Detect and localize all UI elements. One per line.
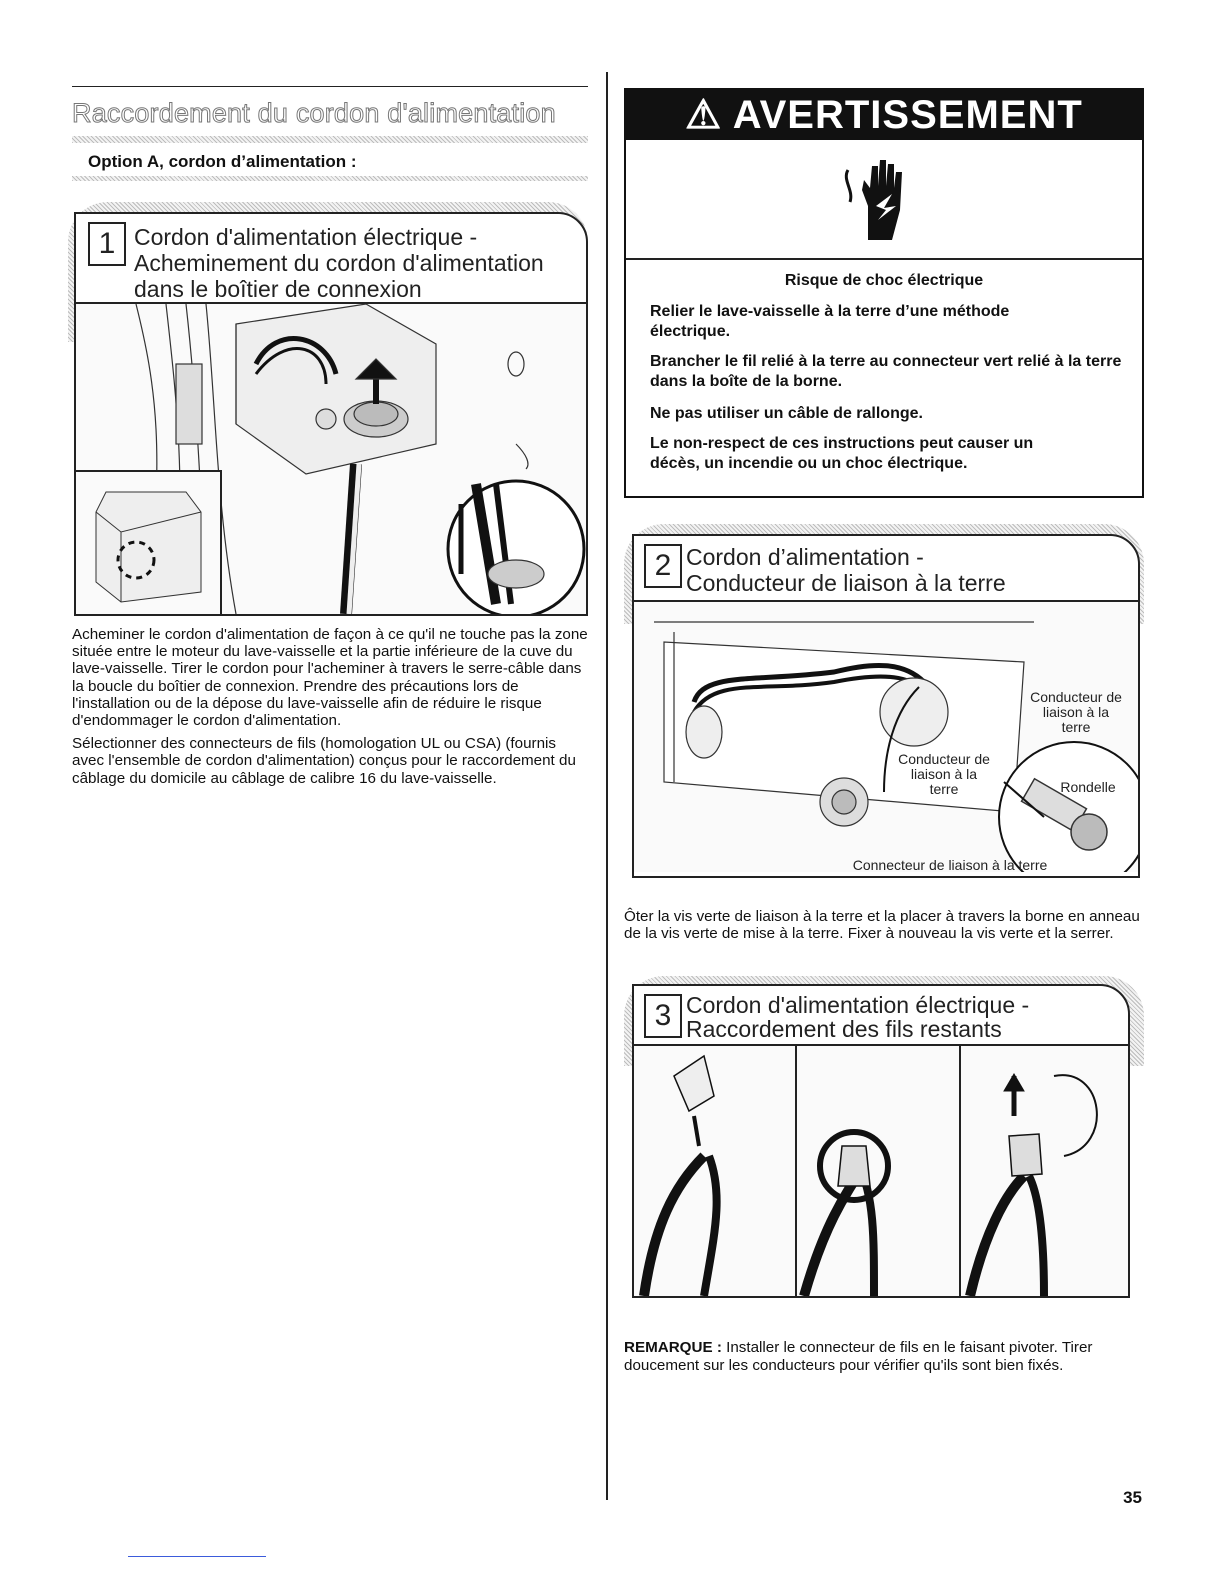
page-number: 35: [1123, 1488, 1142, 1507]
label-bonding-conductor-right: Conducteur de liaison à la terre: [1030, 689, 1122, 735]
column-divider: [606, 72, 608, 1500]
warning-line-3: Ne pas utiliser un câble de rallonge.: [650, 405, 923, 422]
warning-header-text: AVERTISSEMENT: [732, 93, 1083, 137]
warning-divider: [626, 258, 1142, 260]
step1-header: [76, 214, 586, 304]
label-bonding-connector: Connecteur de liaison à la terre: [852, 857, 1048, 873]
step1-inset: [74, 470, 222, 616]
step3-number: 3: [644, 994, 682, 1038]
warning-triangle-icon: ⚠: [685, 93, 723, 137]
warning-line-4: Le non-respect de ces instructions peut causer un décès, un incendie ou un choc électrique.: [650, 435, 1034, 472]
warning-hazard: Risque de choc électrique: [784, 272, 984, 289]
note-label: REMARQUE :: [624, 1339, 722, 1356]
section-title: Raccordement du cordon d'alimentation: [72, 98, 556, 128]
step2-paragraph: Ôter la vis verte de liaison à la terre et la placer à travers la borne en anneau de la vis verte de mise à la terre. Fixer à nouveau la vis verte et la serrer.: [624, 908, 1140, 943]
warning-line-2: Brancher le fil relié à la terre au connecteur vert relié à la terre dans la boîte de la borne.: [650, 353, 1122, 390]
step3-panel: [632, 984, 1130, 1298]
title-underline: [72, 136, 588, 143]
top-rule: [72, 86, 588, 87]
step2-header: [634, 536, 1138, 602]
warning-line-1: Relier le lave-vaisselle à la terre d’une méthode électrique.: [650, 303, 1010, 340]
step1-number: 1: [88, 222, 126, 266]
step2-title-2: Conducteur de liaison à la terre: [686, 570, 1006, 596]
step3-title-2: Raccordement des fils restants: [686, 1016, 1002, 1042]
note: [624, 1339, 1144, 1374]
step3-title-1: Cordon d'alimentation électrique -: [686, 992, 1030, 1018]
step2-title-1: Cordon d’alimentation -: [686, 544, 924, 570]
subtitle-underline: [72, 176, 588, 181]
shock-hand-icon: [836, 150, 916, 250]
option-subtitle: Option A, cordon d’alimentation :: [88, 152, 357, 171]
step1-title-1: Cordon d'alimentation électrique -: [134, 224, 478, 250]
step3-header: [634, 986, 1128, 1046]
ground-connector-illustration: [634, 602, 1138, 872]
note-text: Installer le connecteur de fils en le faisant pivoter. Tirer doucement sur les conducteurs pour vérifier qu'ils sont bien fixés.: [624, 1339, 1093, 1374]
step1-paragraphs: [72, 626, 588, 793]
step2-number: 2: [644, 544, 682, 588]
warning-header: [626, 90, 1142, 140]
step1-title-3: dans le boîtier de connexion: [134, 276, 422, 302]
label-bonding-conductor-center: Conducteur de liaison à la terre: [898, 751, 990, 797]
label-washer: Rondelle: [1060, 779, 1116, 795]
step1-title-2: Acheminement du cordon d'alimentation: [134, 250, 544, 276]
footer-link-line: [128, 1556, 266, 1557]
warning-box: [624, 88, 1144, 498]
dishwasher-inset-icon: [76, 472, 220, 614]
step1-paragraph-2: Sélectionner des connecteurs de fils (homologation UL ou CSA) (fournis avec l'ensemble de cordon d'alimentation) conçus pour le raccordement du câblage du domicile au câblage de calibre 16 du lave-vaisselle.: [72, 735, 576, 787]
wire-connector-illustrations: [634, 1046, 1128, 1296]
step1-paragraph-1: Acheminer le cordon d'alimentation de façon à ce qu'il ne touche pas la zone située entre le moteur du lave-vaisselle et la partie inférieure de la cuve du lave-vaisselle. Tirer le cordon pour l'acheminer à travers le serre-câble dans la boucle du boîtier de connexion. Prendre des précautions lors de l'installation ou de la dépose du lave-vaisselle afin de réduire le risque d'endommager le cordon d'alimentation.: [72, 626, 588, 730]
